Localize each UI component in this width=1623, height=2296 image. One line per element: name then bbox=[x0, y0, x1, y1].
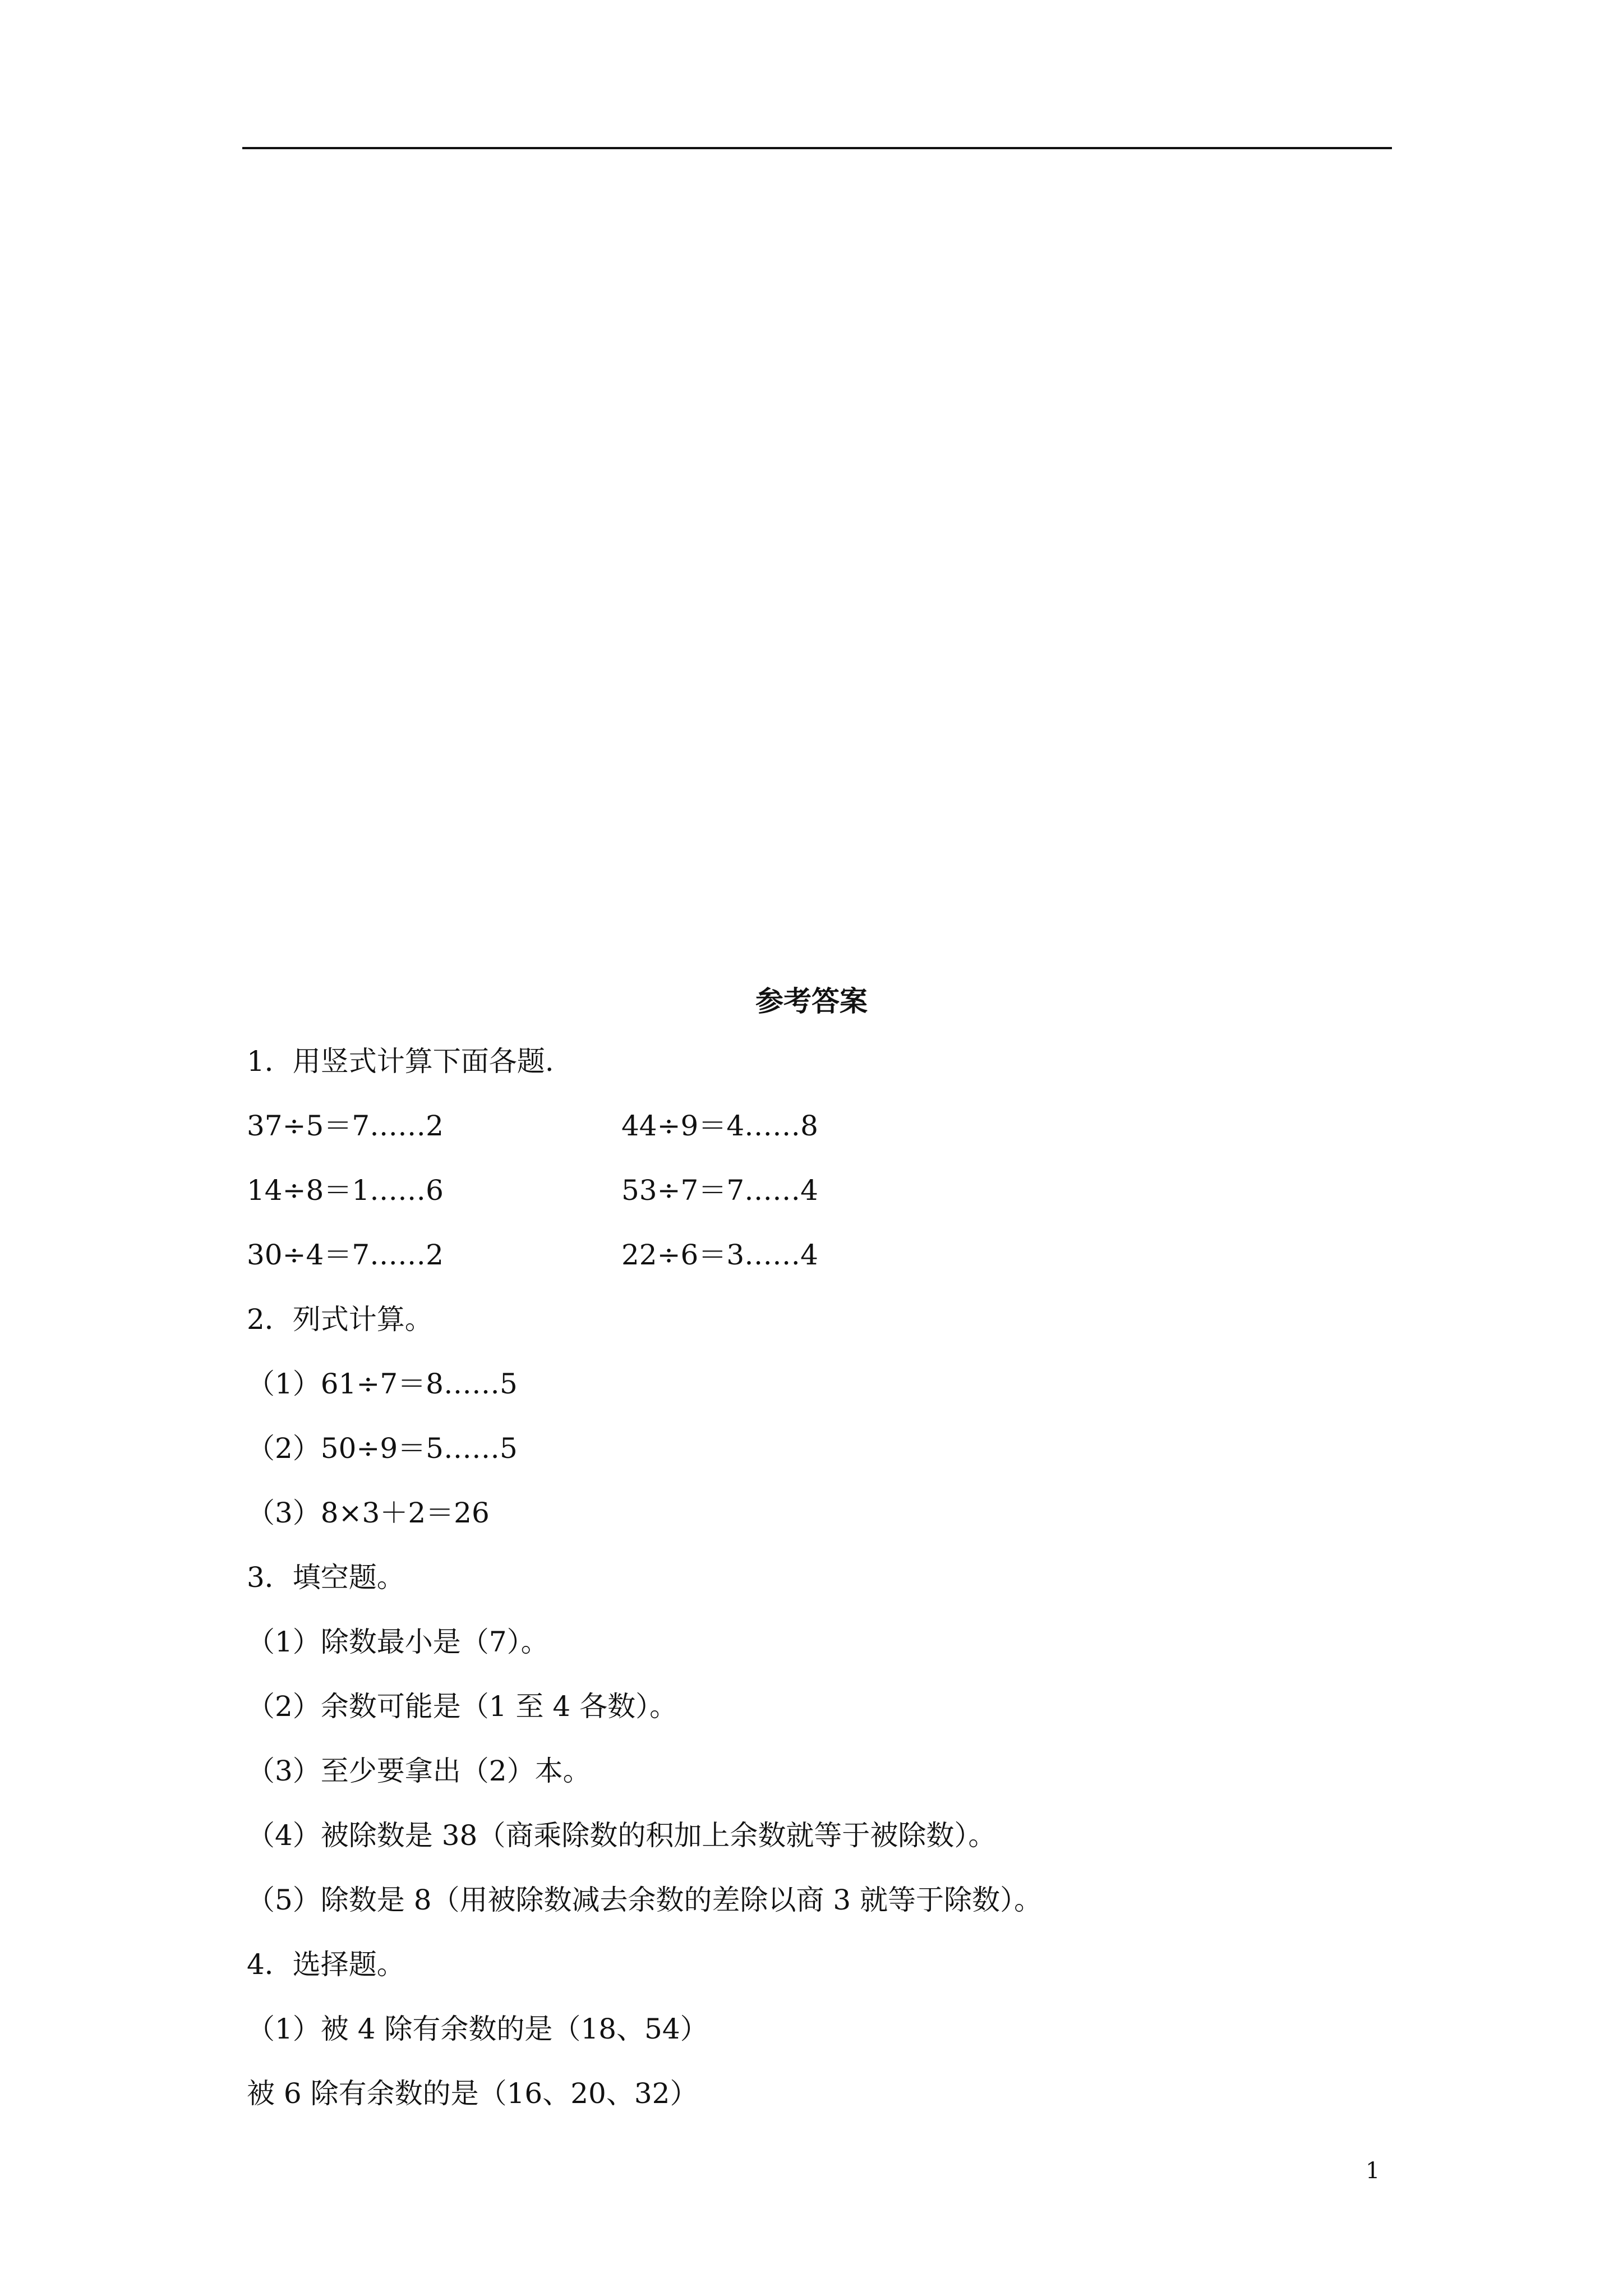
q2-item: （1）61÷7＝8……5 bbox=[247, 1368, 518, 1400]
q2-item: （3）8×3＋2＝26 bbox=[247, 1497, 490, 1529]
q2-item: （2）50÷9＝5……5 bbox=[247, 1432, 518, 1465]
q1-answer: 30÷4＝7……2 bbox=[247, 1239, 444, 1271]
page-number: 1 bbox=[1366, 2158, 1380, 2184]
q1-heading: 1．用竖式计算下面各题. bbox=[247, 1045, 554, 1078]
q1-answer: 53÷7＝7……4 bbox=[621, 1174, 818, 1207]
q3-item: （4）被除数是 38（商乘除数的积加上余数就等于被除数）。 bbox=[247, 1819, 997, 1852]
q4-item: （1）被 4 除有余数的是（18、54） bbox=[247, 2013, 708, 2045]
q1-answer: 37÷5＝7……2 bbox=[247, 1110, 444, 1142]
q1-answer: 14÷8＝1……6 bbox=[247, 1174, 444, 1207]
q3-item: （2）余数可能是（1 至 4 各数）。 bbox=[247, 1690, 678, 1723]
q3-heading: 3．填空题。 bbox=[247, 1561, 405, 1594]
q3-item: （1）除数最小是（7）。 bbox=[247, 1626, 549, 1658]
header-rule bbox=[242, 147, 1392, 149]
q3-item: （5）除数是 8（用被除数减去余数的差除以商 3 就等于除数）。 bbox=[247, 1884, 1043, 1916]
q1-answer: 44÷9＝4……8 bbox=[621, 1110, 818, 1142]
q4-item: 被 6 除有余数的是（16、20、32） bbox=[247, 2077, 698, 2110]
answer-key-title: 参考答案 bbox=[755, 984, 868, 1018]
q1-answer: 22÷6＝3……4 bbox=[621, 1239, 818, 1271]
q3-item: （3）至少要拿出（2）本。 bbox=[247, 1755, 591, 1787]
q2-heading: 2．列式计算。 bbox=[247, 1303, 433, 1336]
q4-heading: 4．选择题。 bbox=[247, 1948, 405, 1981]
